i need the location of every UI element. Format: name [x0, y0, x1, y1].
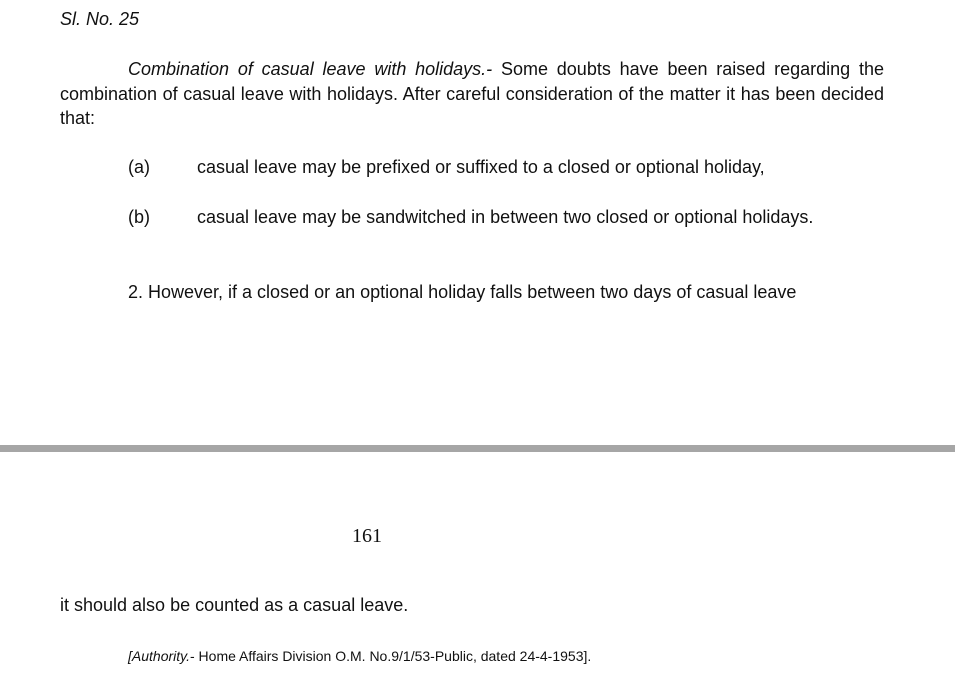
intro-paragraph	[60, 57, 884, 131]
authority-citation	[128, 647, 591, 665]
item-b-label: (b)	[128, 207, 150, 227]
authority-text: - Home Affairs Division O.M. No.9/1/53-Public, dated 24-4-1953].	[190, 648, 592, 664]
item-a-text: casual leave may be prefixed or suffixed to a closed or optional holiday,	[197, 157, 765, 177]
authority-lead: [Authority.	[128, 648, 190, 664]
continuation-text: it should also be counted as a casual leave.	[60, 595, 409, 615]
paragraph-2: 2. However, if a closed or an optional holiday falls between two days of casual leave	[128, 282, 797, 302]
serial-number: Sl. No. 25	[60, 9, 140, 29]
section-title: Combination of casual leave with holidays.-	[128, 59, 493, 79]
page-break-divider	[0, 445, 955, 452]
page-number: 161	[352, 525, 382, 547]
item-b-text: casual leave may be sandwitched in between two closed or optional holidays.	[197, 207, 814, 227]
item-a-label: (a)	[128, 157, 150, 177]
intro-text: Some doubts have been raised regarding the combination of casual leave with holidays. After careful consideration of the matter it has been decided that:	[60, 59, 884, 128]
